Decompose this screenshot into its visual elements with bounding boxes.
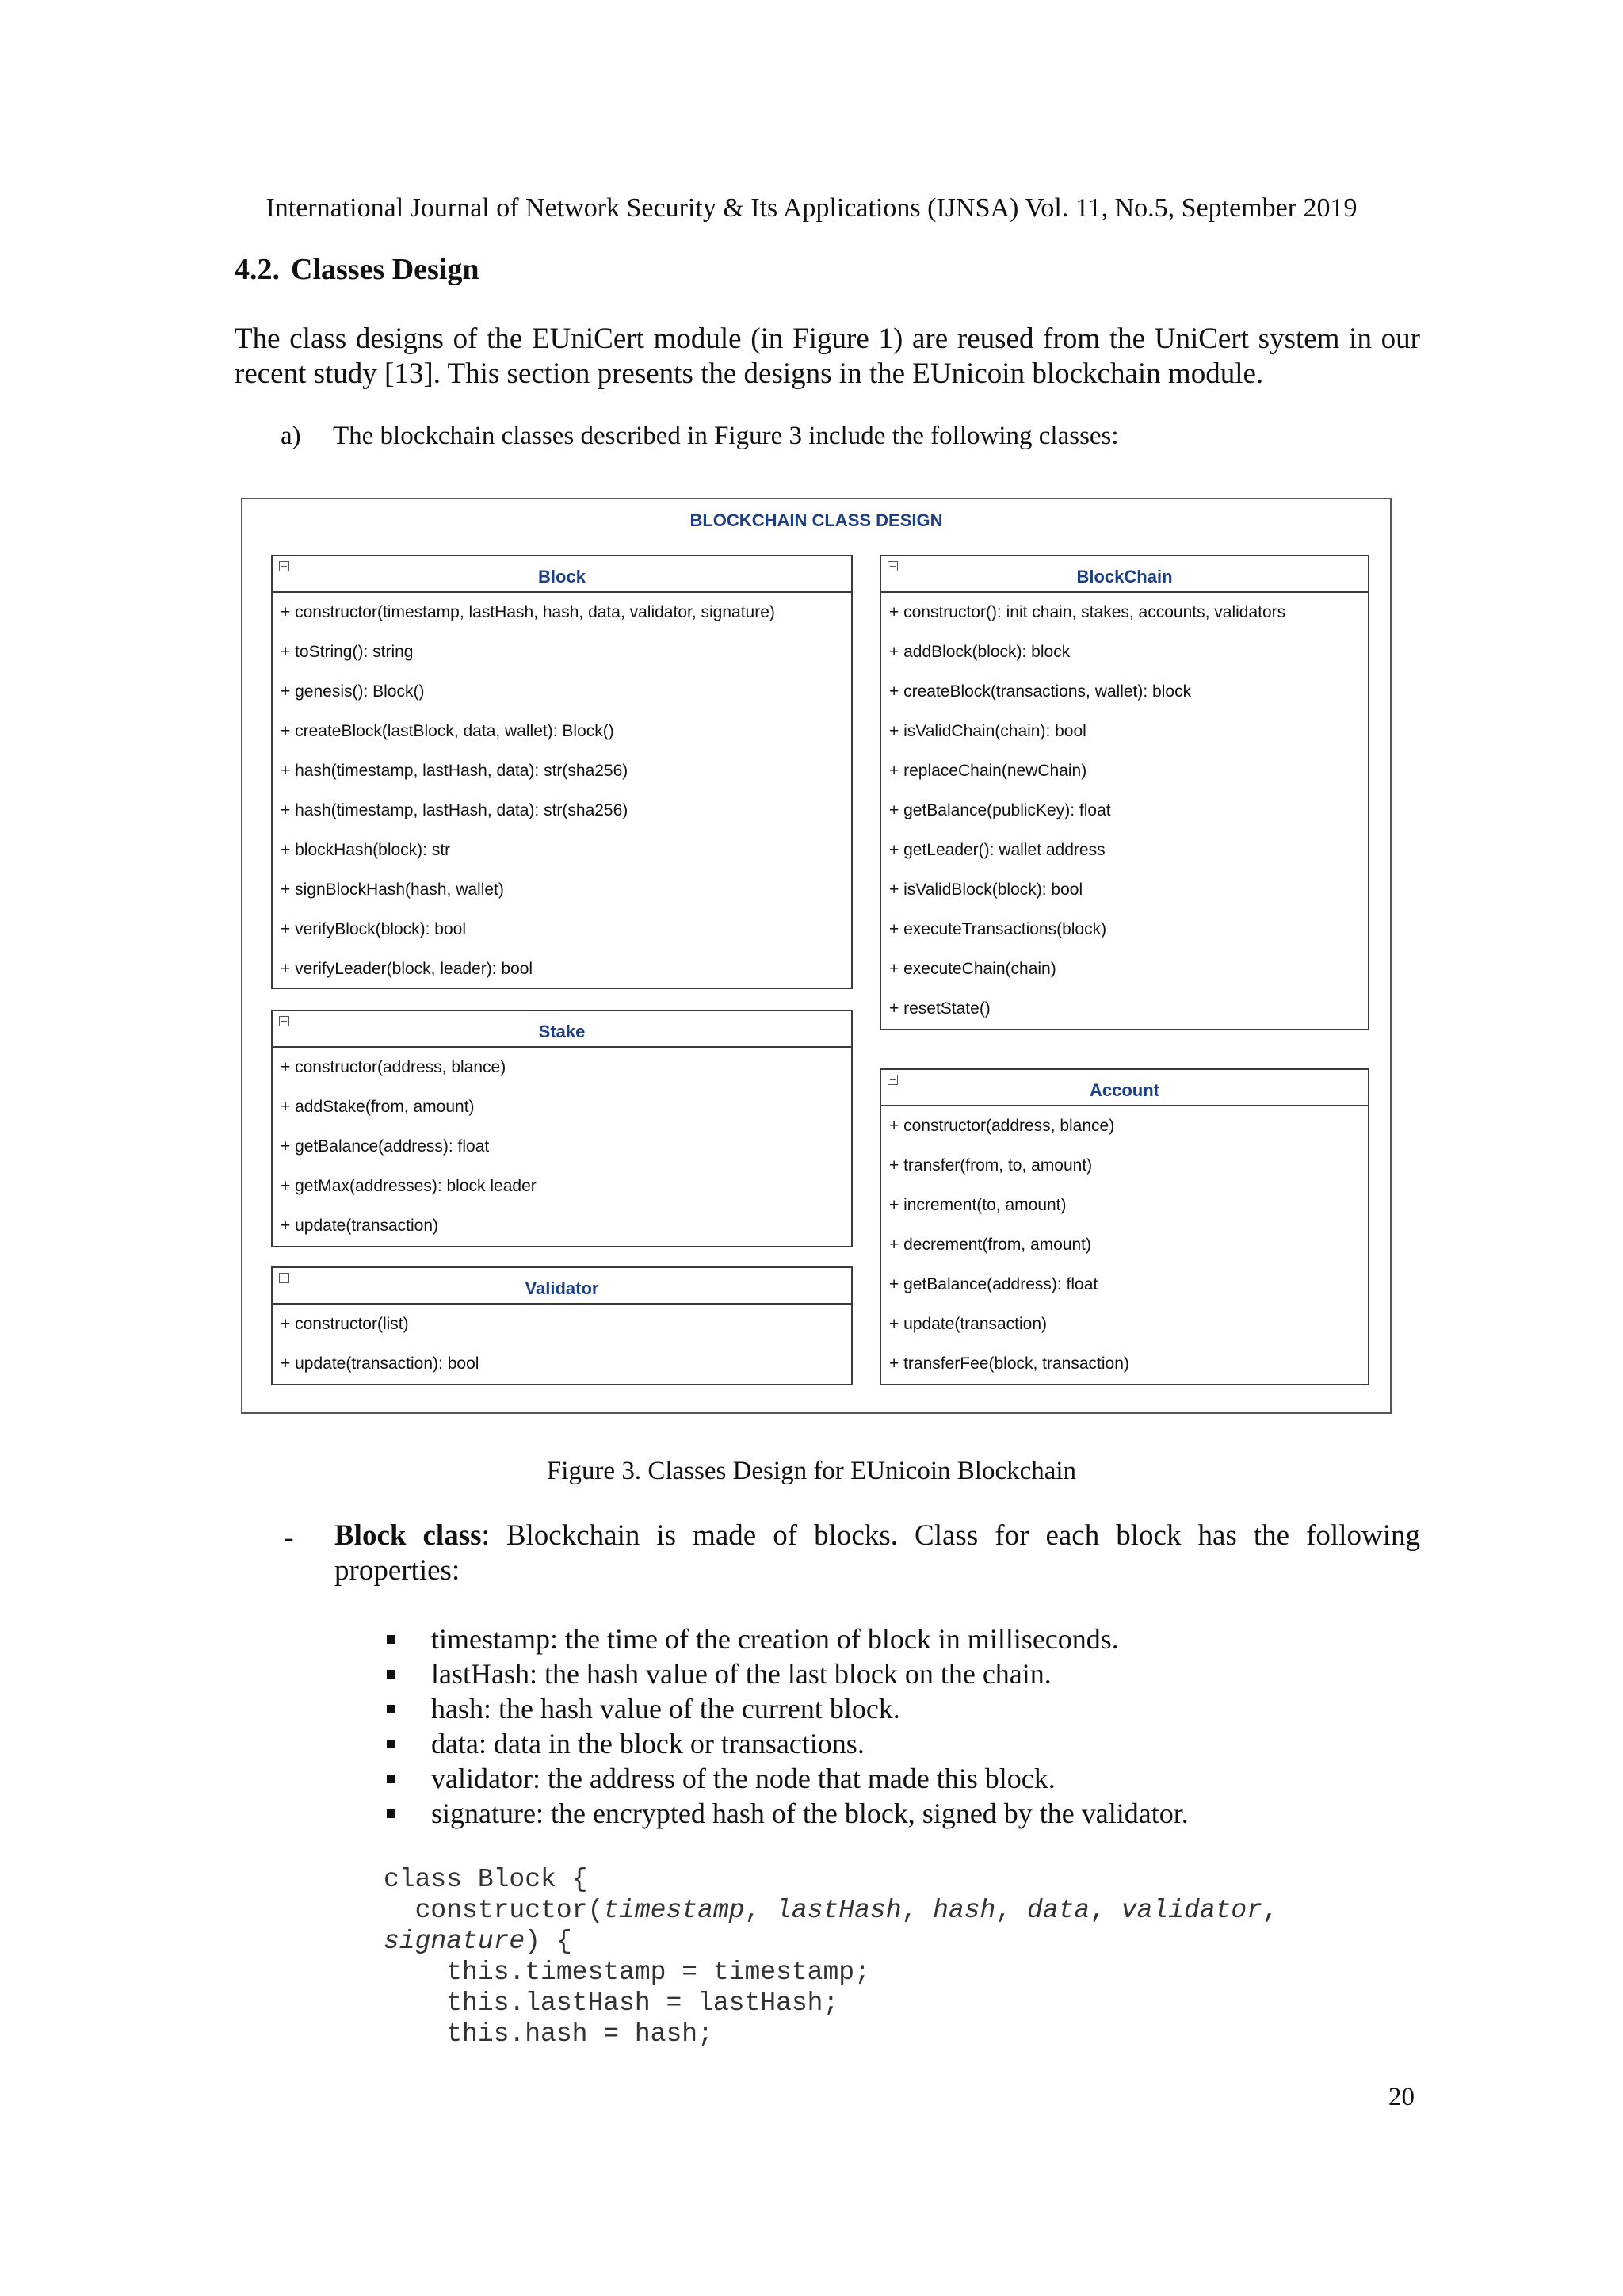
bullet-icon <box>387 1635 395 1644</box>
list-item <box>387 1656 1189 1691</box>
code-param: data <box>1026 1896 1090 1925</box>
property-text: timestamp: the time of the creation of block in milliseconds. <box>431 1623 1119 1655</box>
list-item-a-text: The blockchain classes described in Figure 3 include the following classes: <box>333 422 1119 450</box>
block-class-term: Block class <box>334 1519 482 1552</box>
list-item-a <box>281 422 1119 451</box>
section-number: 4.2. <box>235 253 280 286</box>
class-name: Validator <box>525 1278 599 1298</box>
property-text: validator: the address of the node that made this block. <box>431 1763 1056 1794</box>
class-method: + constructor(address, blance) <box>281 1058 506 1076</box>
property-text: hash: the hash value of the current block. <box>431 1693 900 1725</box>
page-number: 20 <box>1388 2083 1415 2111</box>
journal-header: International Journal of Network Security & Its Applications (IJNSA) Vol. 11, No.5, September 2019 <box>265 193 1358 223</box>
class-method: + toString(): string <box>281 643 414 661</box>
class-method: + resetState() <box>889 999 991 1018</box>
list-item <box>387 1796 1189 1831</box>
class-validator-header <box>273 1268 851 1305</box>
class-method: + getMax(addresses): block leader <box>281 1177 537 1195</box>
block-class-paragraph <box>334 1519 1420 1588</box>
class-method: + addBlock(block): block <box>889 643 1071 661</box>
class-method: + constructor(timestamp, lastHash, hash, data, validator, signature) <box>281 603 775 621</box>
code-listing <box>384 1864 1278 2050</box>
bullet-icon <box>387 1740 395 1748</box>
class-method: + verifyLeader(block, leader): bool <box>281 960 533 978</box>
class-method: + getBalance(address): float <box>281 1137 490 1156</box>
bullet-icon <box>387 1809 395 1818</box>
class-account-header <box>881 1070 1368 1106</box>
class-method: + constructor(address, blance) <box>889 1117 1115 1135</box>
code-param: lastHash <box>776 1896 902 1925</box>
code-line: this.timestamp = timestamp; <box>384 1958 870 1987</box>
class-method: + constructor(): init chain, stakes, accounts, validators <box>889 603 1286 621</box>
code-sep: , <box>901 1896 934 1925</box>
code-param: validator <box>1121 1896 1263 1925</box>
class-name: Stake <box>538 1022 586 1041</box>
class-account <box>880 1068 1369 1385</box>
code-param: signature <box>384 1927 525 1956</box>
list-item <box>387 1726 1189 1761</box>
code-text: ) { <box>525 1927 572 1956</box>
class-method: + update(transaction) <box>889 1315 1048 1333</box>
class-method: + executeTransactions(block) <box>889 920 1107 938</box>
bullet-icon <box>387 1775 395 1783</box>
code-sep: , <box>1262 1896 1278 1925</box>
bullet-icon <box>387 1670 395 1679</box>
class-method: + hash(timestamp, lastHash, data): str(sha256) <box>281 762 628 780</box>
class-stake-header <box>273 1011 851 1048</box>
class-block <box>271 555 853 989</box>
class-method: + isValidBlock(block): bool <box>889 881 1083 899</box>
class-diagram-figure <box>241 498 1392 1414</box>
class-method: + update(transaction): bool <box>281 1354 479 1373</box>
code-line: class Block { <box>384 1865 588 1894</box>
code-sep: , <box>744 1896 777 1925</box>
class-method: + executeChain(chain) <box>889 960 1056 978</box>
section-title: Classes Design <box>291 253 479 286</box>
intro-paragraph: The class designs of the EUniCert module (in Figure 1) are reused from the UniCert system in our recent study [13]. This section presents the designs in the EUnicoin blockchain module. <box>235 323 1420 390</box>
class-blockchain <box>880 555 1369 1030</box>
class-method: + isValidChain(chain): bool <box>889 722 1086 740</box>
diagram-title: BLOCKCHAIN CLASS DESIGN <box>689 510 943 530</box>
bullet-icon <box>387 1705 395 1713</box>
class-name: Account <box>1090 1080 1159 1100</box>
class-method: + transfer(from, to, amount) <box>889 1156 1093 1175</box>
class-method: + createBlock(transactions, wallet): block <box>889 682 1192 701</box>
class-method: + getBalance(address): float <box>889 1275 1098 1293</box>
class-name: Block <box>538 567 586 586</box>
code-text: constructor( <box>384 1896 604 1925</box>
property-text: data: data in the block or transactions. <box>431 1728 865 1759</box>
class-method: + update(transaction) <box>281 1217 439 1235</box>
class-method: + genesis(): Block() <box>281 682 425 701</box>
class-method: + increment(to, amount) <box>889 1196 1067 1214</box>
section-heading <box>235 252 479 287</box>
list-item <box>387 1622 1189 1656</box>
code-line: this.lastHash = lastHash; <box>384 1988 839 2018</box>
class-method: + transferFee(block, transaction) <box>889 1354 1129 1373</box>
class-method: + blockHash(block): str <box>281 841 451 859</box>
class-method: + addStake(from, amount) <box>281 1098 475 1116</box>
class-method: + signBlockHash(hash, wallet) <box>281 881 504 899</box>
class-validator <box>271 1266 853 1385</box>
class-stake <box>271 1010 853 1247</box>
class-method: + constructor(list) <box>281 1315 409 1333</box>
class-blockchain-header <box>881 556 1368 593</box>
class-method: + getLeader(): wallet address <box>889 841 1106 859</box>
code-line: this.hash = hash; <box>384 2019 713 2049</box>
code-param: timestamp <box>603 1896 745 1925</box>
class-name: BlockChain <box>1076 567 1173 586</box>
block-class-text: : Blockchain is made of blocks. Class for each block has the following properties: <box>334 1519 1420 1587</box>
property-text: lastHash: the hash value of the last block on the chain. <box>431 1658 1052 1690</box>
list-item <box>387 1761 1189 1796</box>
class-block-header <box>273 556 851 593</box>
class-method: + replaceChain(newChain) <box>889 762 1087 780</box>
list-item <box>387 1691 1189 1726</box>
class-method: + decrement(from, amount) <box>889 1236 1092 1254</box>
block-properties-list <box>387 1622 1189 1831</box>
figure-caption: Figure 3. Classes Design for EUnicoin Blockchain <box>546 1457 1077 1485</box>
class-method: + getBalance(publicKey): float <box>889 801 1111 819</box>
property-text: signature: the encrypted hash of the block, signed by the validator. <box>431 1797 1189 1829</box>
list-item-a-label: a) <box>281 422 301 450</box>
code-sep: , <box>995 1896 1027 1925</box>
code-sep: , <box>1090 1896 1121 1925</box>
class-method: + hash(timestamp, lastHash, data): str(sha256) <box>281 801 628 819</box>
list-dash: - <box>284 1521 294 1554</box>
class-method: + verifyBlock(block): bool <box>281 920 467 938</box>
class-method: + createBlock(lastBlock, data, wallet): Block() <box>281 722 614 740</box>
code-param: hash <box>933 1896 996 1925</box>
